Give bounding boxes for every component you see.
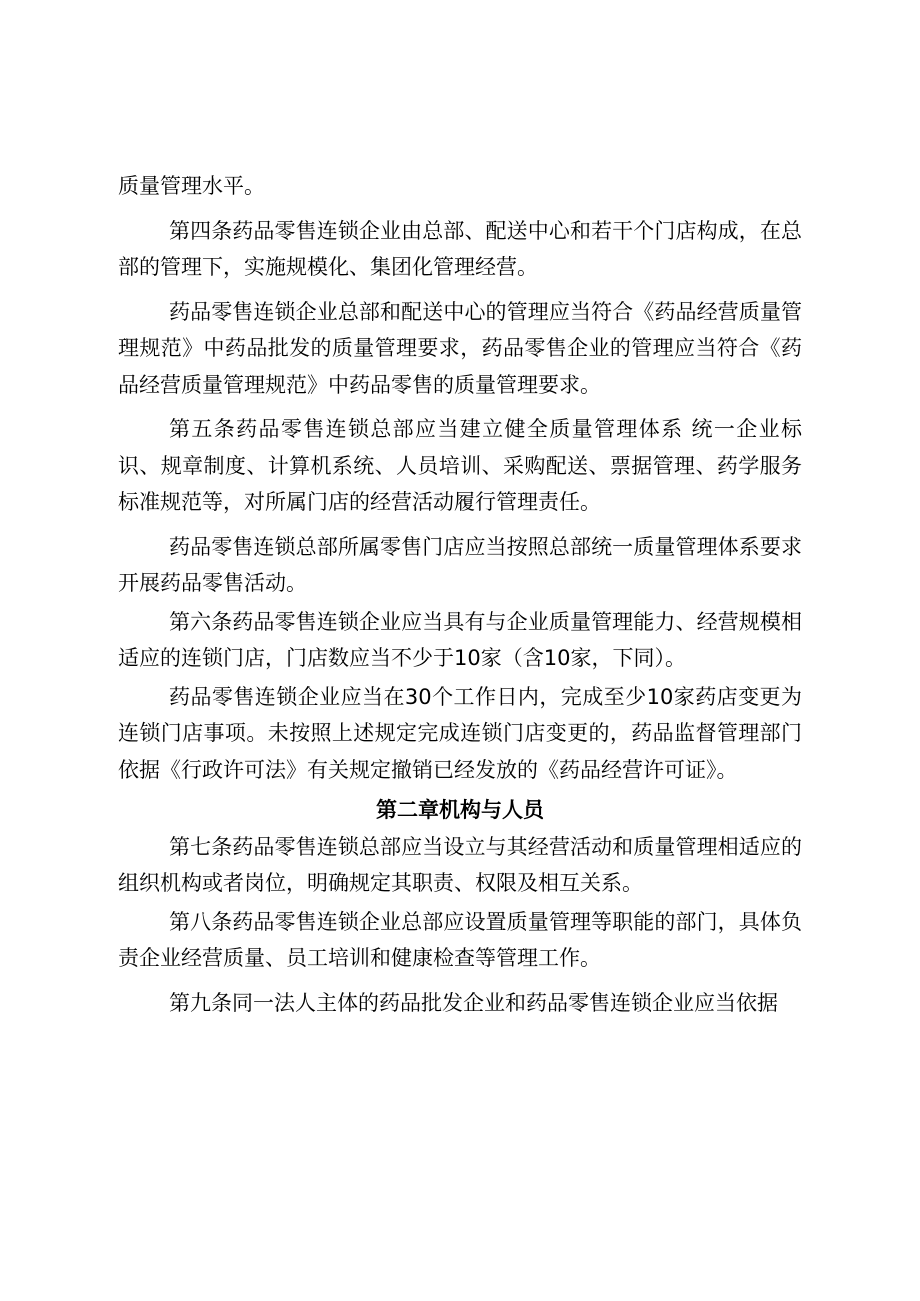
- paragraph-article-5: 第五条药品零售连锁总部应当建立健全质量管理体系 统一企业标识、规章制度、计算机系统、人员培训、采购配送、票据管理、药学服务标准规范等，对所属门店的经营活动履行管理责任。: [118, 417, 802, 514]
- paragraph-article-6-supplement: 药品零售连锁企业应当在30个工作日内，完成至少10家药店变更为连锁门店事项。未按照上述规定完成连锁门店变更的，药品监督管理部门依据《行政许可法》有关规定撤销已经发放的《药品经营许可证》。: [118, 684, 802, 782]
- paragraph-article-4-supplement: 药品零售连锁企业总部和配送中心的管理应当符合《药品经营质量管理规范》中药品批发的质量管理要求，药品零售企业的管理应当符合《药品经营质量管理规范》中药品零售的质量管理要求。: [118, 299, 802, 397]
- paragraph-article-9: 第九条同一法人主体的药品批发企业和药品零售连锁企业应当依据: [169, 990, 778, 1015]
- paragraph-article-6: 第六条药品零售连锁企业应当具有与企业质量管理能力、经营规模相适应的连锁门店，门店数应当不少于10家（含10家，下同）。: [118, 609, 802, 670]
- paragraph-article-7: 第七条药品零售连锁总部应当设立与其经营活动和质量管理相适应的组织机构或者岗位，明确规定其职责、权限及相互关系。: [118, 834, 802, 895]
- paragraph-article-4: 第四条药品零售连锁企业由总部、配送中心和若干个门店构成，在总部的管理下，实施规模化、集团化管理经营。: [118, 218, 802, 279]
- document-body: [118, 168, 802, 1021]
- paragraph-article-5-supplement: 药品零售连锁总部所属零售门店应当按照总部统一质量管理体系要求开展药品零售活动。: [118, 534, 802, 595]
- paragraph-continuation: 质量管理水平。: [118, 174, 265, 198]
- chapter-heading: 第二章机构与人员: [376, 798, 544, 822]
- paragraph-article-8: 第八条药品零售连锁企业总部应设置质量管理等职能的部门，具体负责企业经营质量、员工培训和健康检查等管理工作。: [118, 909, 802, 970]
